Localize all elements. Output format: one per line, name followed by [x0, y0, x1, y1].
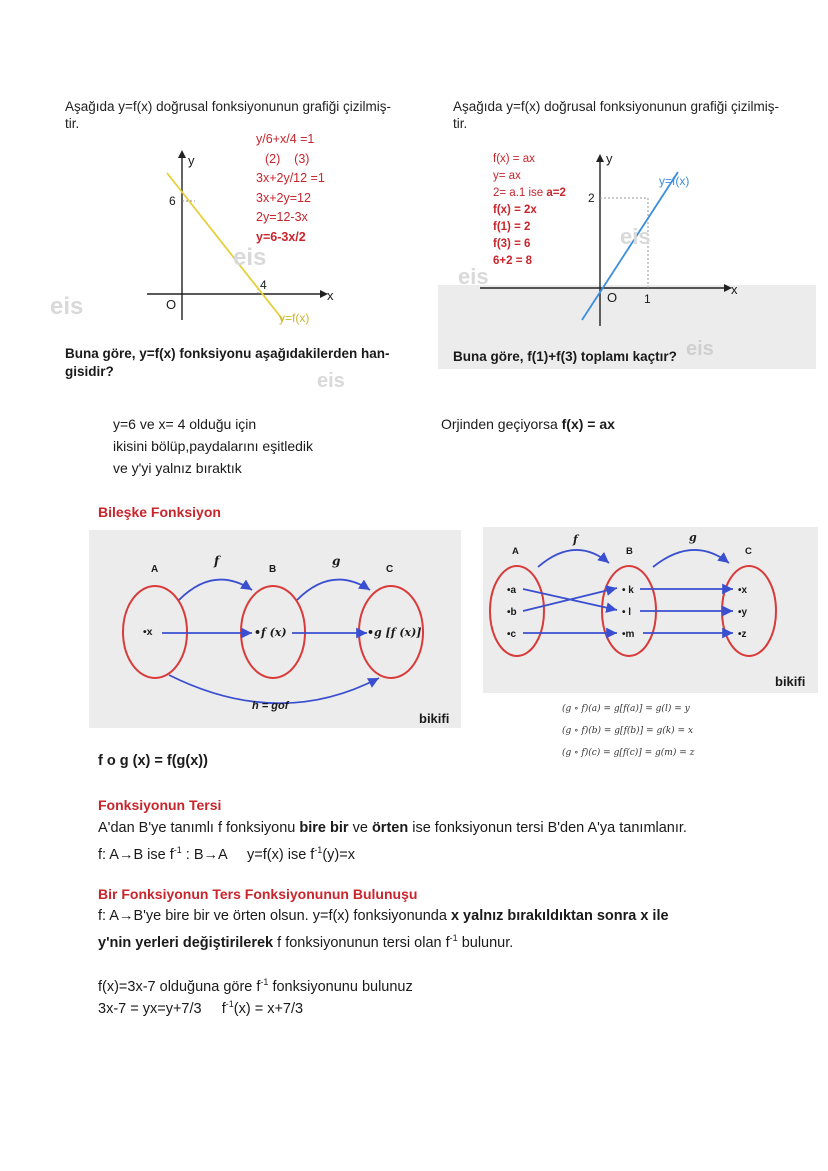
diagram2-element: •a	[507, 585, 517, 596]
right-origin-label: O	[607, 290, 618, 305]
left-watermark-logo: eis	[50, 293, 84, 320]
left-question-footer1: Buna göre, y=f(x) fonksiyonu aşağıdakilerden han-	[65, 346, 390, 361]
right-solution-step: f(1) = 2	[493, 221, 531, 233]
diagram2-arrow-g-label: g	[689, 531, 697, 544]
right-watermark-logo: eis	[620, 224, 651, 249]
diagram2-set-c-label: C	[745, 546, 752, 557]
inverse-bold: örten	[371, 820, 409, 836]
right-question-line1: Aşağıda y=f(x) doğrusal fonksiyonunun grafiği çizilmiş-	[453, 99, 780, 114]
inverse-text: ve	[348, 820, 372, 836]
right-note	[441, 413, 615, 435]
diagram1-set-b-label: B	[269, 564, 277, 575]
left-solution-step: y/6+x/4 =1	[256, 132, 315, 146]
example-sup: -1	[225, 999, 234, 1009]
diagram2-element: •z	[738, 629, 747, 640]
diagram1-element-fx: •f (x)	[254, 626, 287, 639]
inverse-text: : B→A y=f(x) ise f	[181, 846, 315, 863]
right-y-arrow	[596, 154, 604, 162]
diagram1-arrow-f-label: f	[214, 554, 220, 568]
finding-inverse-line2	[98, 927, 513, 954]
right-axis-x-label: x	[731, 282, 738, 297]
right-tick-y: 2	[588, 191, 595, 205]
diagram2-element: • l	[622, 607, 632, 618]
finding-sup: -1	[449, 933, 458, 943]
diagram2-drawing	[483, 527, 818, 693]
diagram2-element: •m	[622, 629, 635, 640]
diagram1-set-c-label: C	[386, 564, 394, 575]
finding-inverse-heading: Bir Fonksiyonun Ters Fonksiyonunun Bulunuşu	[98, 886, 418, 902]
diagram2-element: •y	[738, 607, 748, 618]
right-tick-x: 1	[644, 292, 651, 306]
left-tick-x: 4	[260, 278, 267, 292]
diagram2-set-a-items	[507, 580, 517, 646]
bileske-diagram-1	[89, 530, 461, 728]
diagram1-element-x: •x	[143, 626, 153, 638]
left-solution-step: (2) (3)	[265, 151, 310, 166]
right-solution-step	[493, 185, 566, 202]
right-solution-step: y= ax	[493, 170, 521, 182]
example-text: f(x)=3x-7 olduğuna göre f	[98, 978, 261, 995]
left-graph	[55, 88, 435, 348]
right-watermark-logo: eis	[458, 264, 489, 289]
left-origin-label: O	[166, 297, 177, 312]
diagram1-brand: bikifi	[419, 711, 450, 726]
inverse-definition	[98, 817, 687, 839]
diagram1-arrow-g-curve	[297, 580, 370, 600]
diagram1-arrow-f-curve	[179, 580, 252, 600]
right-question-footer: Buna göre, f(1)+f(3) toplamı kaçtır?	[453, 349, 677, 364]
left-line-label: y=f(x)	[279, 311, 310, 325]
diagram1-element-gfx: •g [f (x)]	[367, 626, 422, 639]
left-y-arrow	[178, 150, 186, 158]
bileske-diagram-2	[483, 527, 818, 693]
bileske-heading: Bileşke Fonksiyon	[98, 504, 221, 520]
diagram2-set-b-label: B	[626, 546, 633, 557]
left-question-line2: tir.	[65, 116, 80, 131]
diagram1-set-a-label: A	[151, 564, 159, 575]
diagram2-arrow-f-label: f	[573, 533, 578, 546]
right-solution-step: f(3) = 6	[493, 238, 531, 250]
right-solution	[493, 151, 566, 270]
diagram2-set-c-items	[738, 580, 747, 646]
right-solution-step: a=2	[546, 187, 566, 199]
right-solution-step: 2= a.1 ise	[493, 187, 544, 199]
left-note-line: ikisini bölüp,paydalarını eşitledik	[113, 438, 313, 454]
example-text: fonksiyonunu bulunuz	[268, 978, 413, 995]
left-tick-y: 6	[169, 194, 176, 208]
left-note	[113, 413, 313, 479]
left-axis-x-label: x	[327, 288, 334, 303]
inverse-heading: Fonksiyonun Tersi	[98, 797, 222, 813]
left-solution-step: 3x+2y=12	[256, 190, 311, 205]
right-watermark-logo: eis	[686, 338, 714, 360]
diagram1-h-label: h = gof	[252, 700, 289, 712]
example-text: (x) = x+7/3	[233, 1000, 304, 1017]
diagram2-element: • k	[622, 585, 634, 596]
right-solution-step: f(x) = 2x	[493, 204, 537, 216]
composition-formula: (g ∘ f)(c) = g[f(c)] = g(m) = z	[562, 748, 695, 758]
left-axis-y-label: y	[188, 153, 195, 168]
inverse-text: (y)=x	[322, 846, 355, 863]
example-answer	[98, 993, 303, 1020]
left-solution	[256, 130, 325, 247]
inverse-bold: bire bir	[299, 820, 349, 836]
inverse-sup: -1	[314, 845, 323, 855]
diagram1-arrow-g-label: g	[332, 554, 341, 568]
diagram2-set-a-label: A	[512, 546, 519, 557]
left-question-panel	[50, 88, 435, 392]
finding-inverse-line1	[98, 905, 669, 927]
right-question-line2: tir.	[453, 116, 468, 131]
right-solution-step: f(x) = ax	[493, 153, 535, 165]
left-watermark-logo: eis	[233, 244, 267, 271]
finding-text: f fonksiyonunun tersi olan f	[273, 934, 450, 951]
composition-formula: (g ∘ f)(a) = g[f(a)] = g(l) = y	[562, 704, 690, 714]
diagram2-arrow-f-curve	[538, 550, 609, 567]
left-question-footer2: gisidir?	[65, 364, 114, 379]
left-question-line1: Aşağıda y=f(x) doğrusal fonksiyonunun grafiği çizilmiş-	[65, 99, 392, 114]
left-note-line: ve y'yi yalnız bıraktık	[113, 460, 242, 476]
finding-text: bulunur.	[457, 934, 514, 951]
diagram2-element: •b	[507, 607, 517, 618]
right-line-label: y=f(x)	[659, 174, 690, 188]
diagram2-element: •c	[507, 629, 517, 640]
diagram2-element: •x	[738, 585, 748, 596]
diagram2-set-a	[490, 566, 544, 656]
inverse-text: A'dan B'ye tanımlı f fonksiyonu	[98, 820, 300, 836]
example-sup: -1	[260, 977, 269, 987]
left-solution-step: y=6-3x/2	[256, 229, 306, 244]
finding-bold: x yalnız bırakıldıktan sonra x ile	[450, 908, 669, 924]
inverse-sup: -1	[173, 845, 182, 855]
example-text: 3x-7 = yx=y+7/3 f	[98, 1000, 226, 1017]
left-solution-step: 3x+2y/12 =1	[256, 171, 325, 185]
right-question-panel	[438, 88, 816, 369]
finding-bold: y'nin yerleri değiştirilerek	[98, 934, 274, 951]
left-watermark-logo: eis	[317, 370, 345, 392]
diagram2-set-b-items	[622, 580, 634, 646]
right-solution-step: 6+2 = 8	[493, 255, 533, 267]
inverse-text: f: A→B ise f	[98, 846, 174, 863]
diagram1-set-a	[123, 586, 187, 678]
inverse-notation	[98, 839, 355, 866]
finding-text: f: A→B'ye bire bir ve örten olsun. y=f(x) fonksiyonunda	[98, 908, 451, 924]
composition-definition: f o g (x) = f(g(x))	[98, 753, 208, 769]
diagram2-brand: bikifi	[775, 674, 806, 689]
diagram2-arrow-g-curve	[653, 550, 729, 567]
left-solution-step: 2y=12-3x	[256, 210, 308, 224]
inverse-text: ise fonksiyonun tersi B'den A'ya tanımlanır.	[408, 820, 687, 836]
right-note-formula: f(x) = ax	[561, 416, 615, 432]
right-note-text: Orjinden geçiyorsa	[441, 416, 562, 432]
left-note-line: y=6 ve x= 4 olduğu için	[113, 416, 257, 432]
right-axis-y-label: y	[606, 151, 613, 166]
composition-formula: (g ∘ f)(b) = g[f(b)] = g(k) = x	[562, 726, 694, 736]
